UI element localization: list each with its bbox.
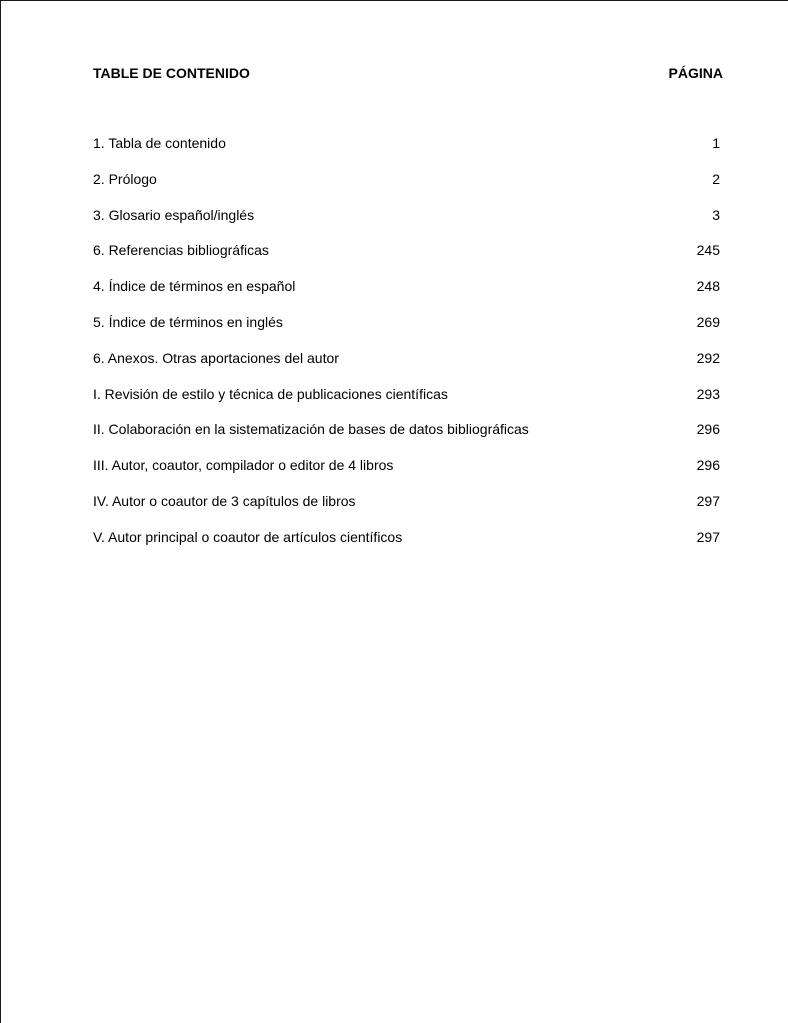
toc-entry-page: 296 — [696, 457, 720, 474]
toc-entry-page: 297 — [696, 528, 720, 545]
toc-entry-page: 3 — [712, 206, 720, 223]
toc-entry-page: 296 — [696, 421, 720, 438]
toc-entry — [93, 385, 720, 421]
toc-entry-title: 6. Anexos. Otras aportaciones del autor — [93, 349, 339, 366]
toc-entry — [93, 206, 720, 242]
toc-entry-page: 248 — [696, 278, 720, 295]
toc-entry-page: 292 — [696, 349, 720, 366]
toc-entry-title: 5. Índice de términos en inglés — [93, 313, 283, 330]
toc-entry — [93, 492, 720, 528]
toc-entry — [93, 420, 720, 456]
toc-entry-title: V. Autor principal o coautor de artículos científicos — [93, 528, 403, 545]
toc-entry-title: 2. Prólogo — [93, 170, 157, 187]
toc-entry-page: 1 — [712, 135, 720, 151]
toc-entry-title: 6. Referencias bibliográficas — [93, 242, 269, 259]
toc-entry-page: 2 — [712, 170, 720, 187]
toc-entry-page: 293 — [696, 385, 720, 402]
toc-entry — [93, 456, 720, 492]
toc-entry — [93, 134, 720, 170]
toc-heading: TABLE DE CONTENIDO — [93, 65, 250, 81]
toc-entry-page: 245 — [696, 242, 720, 259]
toc-header — [93, 63, 723, 83]
toc-entry-title: 3. Glosario español/inglés — [93, 206, 255, 223]
toc-entry — [93, 241, 720, 277]
toc-entry-title: 4. Índice de términos en español — [93, 278, 296, 295]
toc-entry — [93, 170, 720, 206]
toc-entry-title: I. Revisión de estilo y técnica de publicaciones científicas — [93, 385, 448, 402]
toc-entry — [93, 277, 720, 313]
toc-entry-title: II. Colaboración en la sistematización de bases de datos bibliográficas — [93, 421, 529, 438]
toc-entry-title: IV. Autor o coautor de 3 capítulos de libros — [93, 492, 356, 509]
toc-entry — [93, 349, 720, 385]
toc-entry — [93, 528, 720, 564]
toc-entry-page: 269 — [696, 313, 720, 330]
table-of-contents — [93, 134, 720, 564]
toc-entry-title: 1. Tabla de contenido — [93, 135, 226, 151]
toc-entry-page: 297 — [696, 492, 720, 509]
page-column-heading: PÁGINA — [668, 65, 723, 81]
toc-entry — [93, 313, 720, 349]
toc-entry-title: III. Autor, coautor, compilador o editor de 4 libros — [93, 457, 394, 474]
